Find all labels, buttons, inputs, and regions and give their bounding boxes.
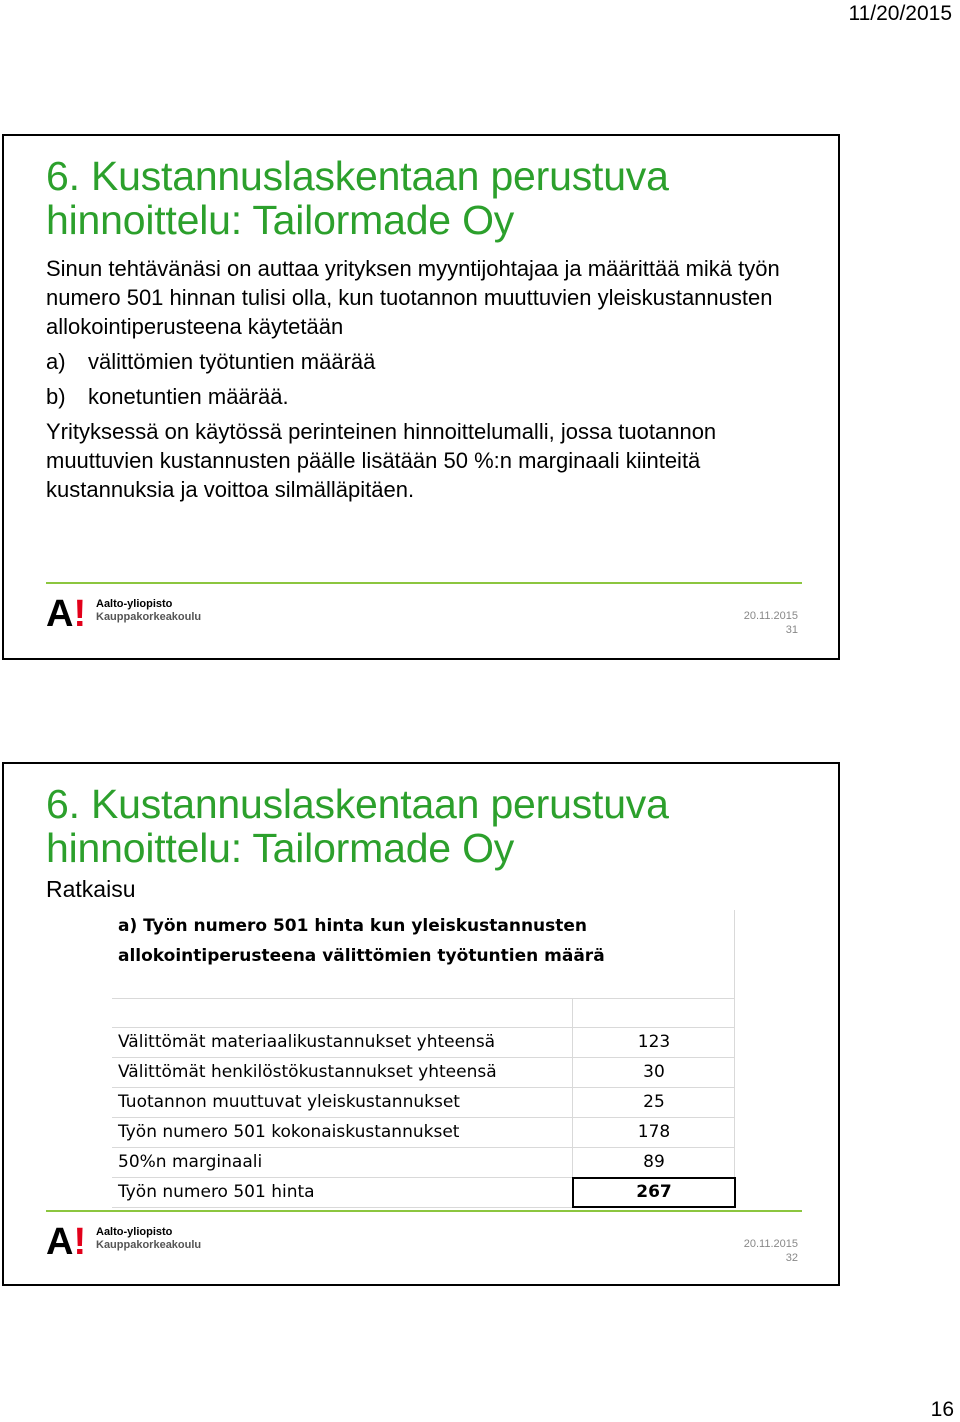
logo-university: Aalto-yliopisto bbox=[96, 598, 173, 610]
option-b bbox=[46, 382, 806, 411]
page-number: 16 bbox=[930, 1398, 954, 1421]
option-a-text: välittömien työtuntien määrää bbox=[88, 349, 376, 374]
sheet-header bbox=[112, 910, 735, 999]
logo-school: Kauppakorkeakoulu bbox=[96, 1239, 202, 1251]
title-line-1: 6. Kustannuslaskentaan perustuva bbox=[46, 153, 669, 199]
footer-divider bbox=[46, 1210, 802, 1212]
sheet-blank-row bbox=[112, 999, 735, 1028]
total-value-cell: 267 bbox=[572, 1177, 736, 1208]
slide-date: 20.11.2015 bbox=[743, 610, 798, 622]
title-line-2: hinnoittelu: Tailormade Oy bbox=[46, 825, 515, 871]
row-label: Työn numero 501 kokonaiskustannukset bbox=[118, 1122, 460, 1142]
table-row bbox=[112, 1028, 735, 1058]
closing-text: Yrityksessä on käytössä perinteinen hinnoittelumalli, jossa tuotannon muuttuvien kustannusten päälle lisätään 50 %:n marginaali kiinteitä kustannuksia ja voittoa silmälläpitäen. bbox=[46, 419, 717, 502]
intro-text: Sinun tehtävänäsi on auttaa yrityksen myyntijohtajaa ja määrittää mikä työn numero 501 hinnan tulisi olla, kun tuotannon muuttuvien yleiskustannusten allokointiperusteena käytetään bbox=[46, 256, 780, 339]
row-value: 89 bbox=[572, 1148, 735, 1177]
row-value: 123 bbox=[572, 1028, 735, 1057]
slide-body bbox=[46, 254, 806, 504]
table-row bbox=[112, 1148, 735, 1178]
row-label: 50%n marginaali bbox=[118, 1152, 263, 1172]
slide-title bbox=[46, 782, 669, 870]
slide-subheading: Ratkaisu bbox=[46, 876, 136, 902]
row-label: Tuotannon muuttuvat yleiskustannukset bbox=[118, 1092, 460, 1112]
logo-letter: A bbox=[46, 593, 74, 635]
option-b-text: konetuntien määrää. bbox=[88, 384, 289, 409]
logo-exclamation: ! bbox=[73, 593, 87, 635]
row-label: Välittömät materiaalikustannukset yhteensä bbox=[118, 1032, 496, 1052]
slide-title bbox=[46, 154, 669, 242]
aalto-logo bbox=[46, 1221, 216, 1263]
logo-letter: A bbox=[46, 1221, 74, 1263]
table-row-total bbox=[112, 1178, 735, 1208]
logo-mark bbox=[46, 593, 87, 635]
row-value: 25 bbox=[572, 1088, 735, 1117]
row-label: Välittömät henkilöstökustannukset yhteensä bbox=[118, 1062, 497, 1082]
title-line-2: hinnoittelu: Tailormade Oy bbox=[46, 197, 515, 243]
slide-32 bbox=[2, 762, 840, 1286]
logo-school: Kauppakorkeakoulu bbox=[96, 611, 202, 623]
row-value: 178 bbox=[572, 1118, 735, 1147]
option-a bbox=[46, 347, 806, 376]
spreadsheet-table bbox=[112, 910, 736, 1212]
slide-31 bbox=[2, 134, 840, 660]
slide-number: 31 bbox=[785, 624, 798, 636]
sheet-header-line-2: allokointiperusteena välittömien työtuntien määrä bbox=[118, 946, 605, 966]
title-line-1: 6. Kustannuslaskentaan perustuva bbox=[46, 781, 669, 827]
logo-university: Aalto-yliopisto bbox=[96, 1226, 173, 1238]
option-b-mark: b) bbox=[46, 384, 66, 409]
page-date: 11/20/2015 bbox=[848, 2, 952, 25]
option-a-mark: a) bbox=[46, 349, 66, 374]
logo-exclamation: ! bbox=[73, 1221, 87, 1263]
row-value: 30 bbox=[572, 1058, 735, 1087]
footer-divider bbox=[46, 582, 802, 584]
row-label: Työn numero 501 hinta bbox=[118, 1182, 315, 1202]
logo-mark bbox=[46, 1221, 87, 1263]
slide-date: 20.11.2015 bbox=[743, 1238, 798, 1250]
sheet-header-line-1: a) Työn numero 501 hinta kun yleiskustannusten bbox=[118, 916, 588, 936]
table-row bbox=[112, 1088, 735, 1118]
table-row bbox=[112, 1118, 735, 1148]
table-row bbox=[112, 1058, 735, 1088]
slide-number: 32 bbox=[785, 1252, 798, 1264]
aalto-logo bbox=[46, 593, 216, 635]
